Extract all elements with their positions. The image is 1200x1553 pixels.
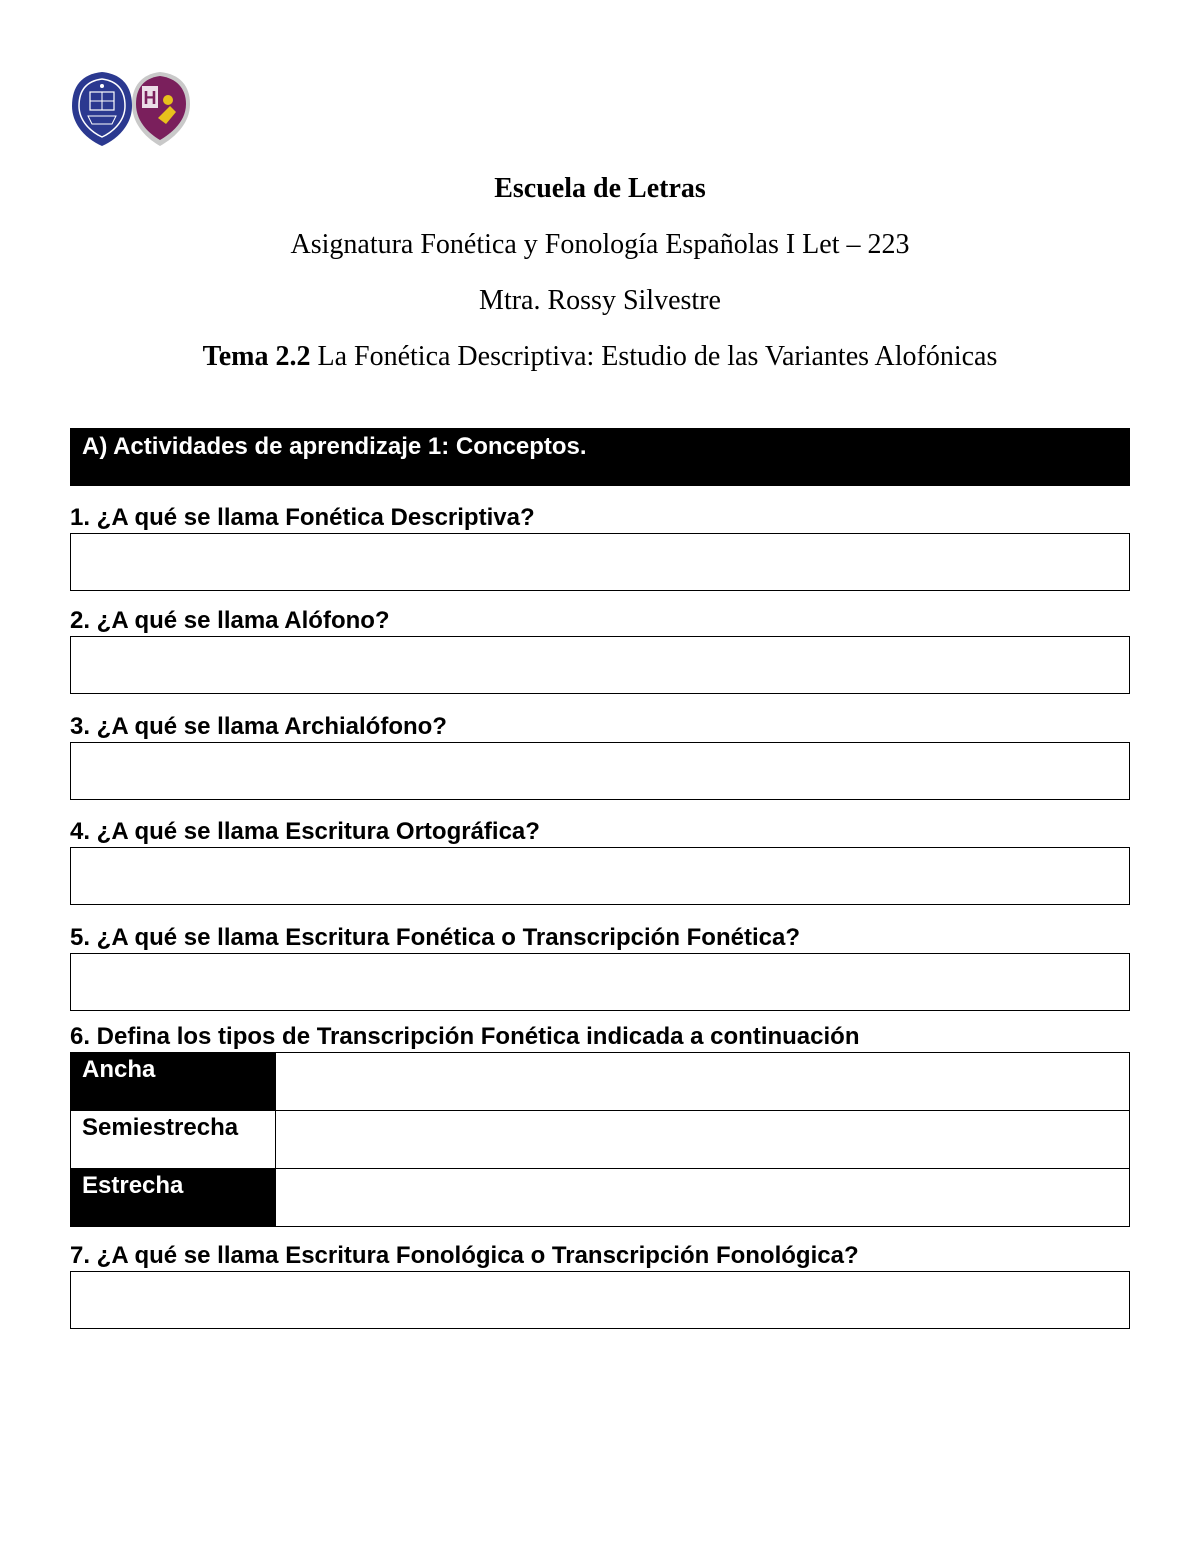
question-6: 6. Defina los tipos de Transcripción Fonética indicada a continuación bbox=[70, 1023, 860, 1050]
question-7: 7. ¿A qué se llama Escritura Fonológica o Transcripción Fonológica? bbox=[70, 1242, 859, 1269]
type-answer-semiestrecha[interactable] bbox=[276, 1111, 1130, 1169]
question-5: 5. ¿A qué se llama Escritura Fonética o Transcripción Fonética? bbox=[70, 924, 800, 951]
table-row bbox=[71, 1053, 1130, 1111]
answer-box-1[interactable] bbox=[70, 533, 1130, 591]
type-answer-ancha[interactable] bbox=[276, 1053, 1130, 1111]
transcription-types-table bbox=[70, 1052, 1130, 1227]
table-row bbox=[71, 1111, 1130, 1169]
table-row bbox=[71, 1169, 1130, 1227]
subject-name: Asignatura Fonética y Fonología Españolas I Let – 223 bbox=[290, 229, 910, 260]
type-label-ancha: Ancha bbox=[71, 1053, 276, 1111]
question-1: 1. ¿A qué se llama Fonética Descriptiva? bbox=[70, 504, 535, 531]
topic-line bbox=[0, 340, 1200, 374]
university-seal-icon bbox=[72, 72, 132, 146]
humanities-shield-icon bbox=[132, 72, 190, 146]
answer-box-4[interactable] bbox=[70, 847, 1130, 905]
type-label-estrecha: Estrecha bbox=[71, 1169, 276, 1227]
topic-label: Tema 2.2 bbox=[202, 341, 311, 372]
question-2: 2. ¿A qué se llama Alófono? bbox=[70, 607, 390, 634]
school-name: Escuela de Letras bbox=[494, 173, 706, 204]
logo-group bbox=[70, 70, 192, 148]
section-title-bar: A) Actividades de aprendizaje 1: Conceptos. bbox=[70, 428, 1130, 486]
logos bbox=[70, 70, 192, 148]
answer-box-7[interactable] bbox=[70, 1271, 1130, 1329]
svg-text:H: H bbox=[143, 88, 157, 108]
type-answer-estrecha[interactable] bbox=[276, 1169, 1130, 1227]
topic-text: La Fonética Descriptiva: Estudio de las Variantes Alofónicas bbox=[310, 341, 998, 372]
question-4: 4. ¿A qué se llama Escritura Ortográfica? bbox=[70, 818, 540, 845]
question-3: 3. ¿A qué se llama Archialófono? bbox=[70, 713, 447, 740]
type-label-semiestrecha: Semiestrecha bbox=[71, 1111, 276, 1169]
answer-box-5[interactable] bbox=[70, 953, 1130, 1011]
teacher-name: Mtra. Rossy Silvestre bbox=[479, 285, 721, 316]
answer-box-2[interactable] bbox=[70, 636, 1130, 694]
answer-box-3[interactable] bbox=[70, 742, 1130, 800]
